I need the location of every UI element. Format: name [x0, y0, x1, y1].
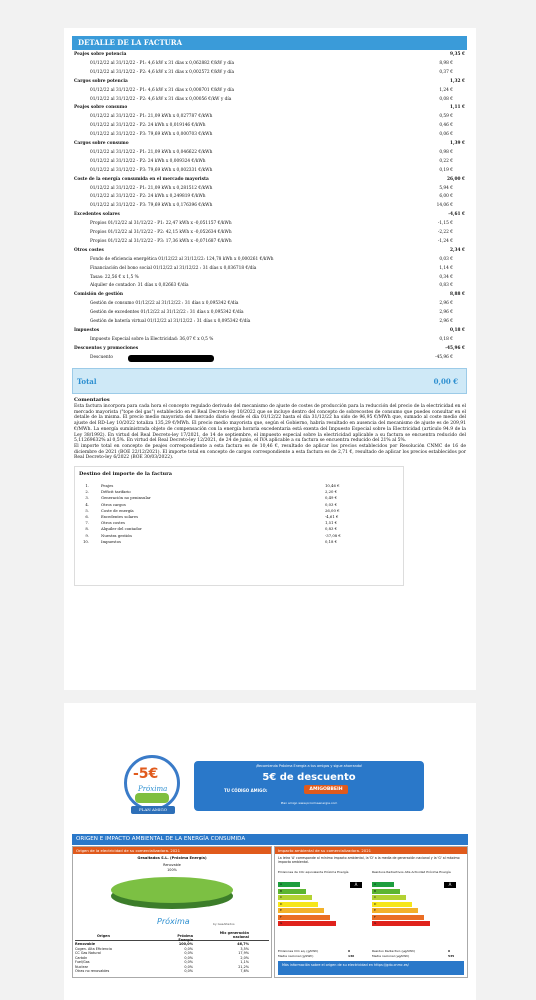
- destino-row: [81, 502, 351, 508]
- destino-value: 2,20 €: [325, 489, 338, 495]
- impact-title: Impacto ambiental de su comercializadora. 2021: [275, 847, 467, 854]
- row-label: Gestión de consumo 01/12/22 al 31/12/22 : 31 días x 0,095342 €/día: [90, 301, 239, 307]
- row-value: 2,34 €: [450, 247, 465, 253]
- invoice-total-row: [72, 368, 467, 394]
- row-label: 01/12/22 al 31/12/22 - P1: 4,6 kW x 31 días x 0,062882 €/kW y día: [90, 60, 235, 66]
- row-value: -45,96 €: [435, 354, 453, 360]
- code-label: TU CÓDIGO AMIGO:: [224, 788, 268, 793]
- rad-line1: Residuo Radiactivo (µg/kWh): [372, 949, 416, 953]
- destino-row: [81, 495, 351, 501]
- destino-number: 10.: [82, 538, 89, 544]
- destino-row: [81, 539, 351, 545]
- grade-marker: A: [444, 882, 456, 888]
- invoice-detail-table: [72, 50, 467, 368]
- origin-cell: Nuclear: [75, 964, 89, 969]
- co2-line2: Media nacional (g/kWh): [278, 954, 314, 958]
- destino-number: 3.: [85, 495, 89, 501]
- row-label: Comisión de gestión: [74, 292, 124, 298]
- destino-value: 10,46 €: [325, 483, 340, 488]
- proxima-cell: 0,0%: [184, 946, 193, 951]
- invoice-line-row: [74, 61, 465, 67]
- origin-table-header: [75, 931, 269, 941]
- destino-label: Excedentes solares: [101, 514, 139, 519]
- destino-number: 2.: [85, 489, 89, 495]
- origin-cell: CC Gas Natural: [75, 951, 101, 955]
- destino-label: Nuestra gestión: [101, 532, 132, 538]
- destino-value: 0,03 €: [325, 501, 338, 507]
- destino-row: [81, 508, 351, 514]
- invoice-line-row: [74, 88, 465, 94]
- row-label: 01/12/22 al 31/12/22 - P1: 4,6 kW x 31 días x 0,008701 €/kW y día: [90, 87, 235, 93]
- scale-bar-b: B: [372, 889, 400, 894]
- banner-url: Plan amigo www.proximaenergia.com: [280, 801, 338, 805]
- invoice-line-row: [74, 275, 465, 281]
- row-value: 1,32 €: [450, 78, 465, 84]
- destino-number: 8.: [85, 526, 89, 532]
- invoice-section-row: [74, 177, 465, 183]
- mix-cell: 3,5%: [240, 946, 249, 951]
- row-value: 0,34 €: [439, 274, 453, 280]
- row-value: 8,88 €: [450, 292, 465, 298]
- row-value: 0,18 €: [450, 327, 465, 333]
- mix-cell: 21,2%: [238, 964, 249, 969]
- row-label: Alquiler de contador: 31 días x 0,02663 €/día: [90, 283, 189, 289]
- destino-label: Otros cargos: [101, 501, 126, 507]
- row-label: Fondo de eficiencia energética 01/12/22 al 31/12/22: 124,78 kWh x 0,000261 €/kWh: [90, 256, 274, 262]
- invoice-line-row: [74, 194, 465, 200]
- origin-cell: Otras no renovables: [75, 969, 110, 973]
- impact-text: La letra 'A' corresponde al mínimo impacto ambiental, la 'D' a la media de generación nacional y la 'G' al máximo impacto ambiental.: [278, 856, 460, 864]
- invoice-line-row: [74, 97, 465, 103]
- invoice-page: [64, 28, 476, 690]
- row-value: 2,96 €: [439, 301, 453, 307]
- scale-bar-c: C: [372, 895, 406, 900]
- destino-number: 4.: [85, 501, 89, 507]
- invoice-section-row: [74, 328, 465, 334]
- scale-bar-c: C: [278, 895, 312, 900]
- rad-line2: Media nacional (µg/kWh): [372, 954, 410, 958]
- referral-banner: [194, 761, 424, 811]
- mix-cell: 46,7%: [237, 942, 249, 946]
- row-value: 1,24 €: [439, 87, 453, 93]
- banner-line1: ¡Recomienda Próxima Energía a tus amigos y sigue ahorrando!: [255, 764, 363, 768]
- destino-label: Impuestos: [101, 538, 121, 544]
- scale-bar-g: G: [278, 921, 336, 926]
- radioactive-heading: Residuos Radiactivos Alta Actividad Próxima Energía: [372, 870, 451, 874]
- destino-value: 26,00 €: [325, 507, 340, 513]
- origin-box: [72, 846, 272, 978]
- row-label: 01/12/22 al 31/12/22 - P2: 4,6 kW x 31 días x 0,002572 €/kW y día: [90, 69, 235, 75]
- row-label: Financiación del bono social 01/12/22 al 31/12/22 : 31 días x 0,036718 €/día: [90, 265, 257, 271]
- scale-bar-d: D: [372, 902, 412, 907]
- scale-bar-f: F: [372, 915, 424, 920]
- banner-headline: 5€ de descuento: [262, 772, 356, 783]
- invoice-line-row: [74, 337, 465, 343]
- row-value: 0,98 €: [439, 149, 453, 155]
- row-value: 1,14 €: [439, 265, 453, 271]
- scale-bar-d: D: [278, 902, 318, 907]
- row-label: Gestión de batería virtual 01/12/22 al 31/12/22 : 31 días x 0,095342 €/día: [90, 319, 251, 324]
- destino-value: -37,08 €: [325, 532, 341, 538]
- invoice-line-row: [74, 310, 465, 316]
- destino-value: 0,18 €: [325, 538, 338, 544]
- invoice-line-row: [74, 203, 465, 209]
- co2-val1: 0: [348, 949, 351, 953]
- row-label: Otros costes: [74, 247, 104, 253]
- total-value: 0,00 €: [433, 377, 458, 386]
- destino-label: Alquiler del contador: [101, 526, 142, 532]
- scale-bar-e: E: [372, 908, 418, 913]
- destino-number: 6.: [85, 514, 89, 519]
- logo-ribbon: PLAN AMIGO: [131, 806, 175, 814]
- proxima-cell: 0,0%: [184, 960, 193, 964]
- invoice-section-row: [74, 79, 465, 85]
- impact-box: [274, 846, 468, 978]
- co2-heading: Emisiones de CO₂ equivalente Próxima Energía: [278, 870, 349, 874]
- destino-value: 0,49 €: [325, 495, 338, 501]
- destino-number: 1.: [85, 483, 89, 488]
- destino-value: 0,83 €: [325, 526, 338, 532]
- proxima-cell: 0,0%: [184, 969, 193, 973]
- invoice-section-row: [74, 292, 465, 298]
- row-value: 14,06 €: [436, 203, 453, 209]
- destino-label: Peajes: [101, 483, 114, 488]
- invoice-line-row: [74, 283, 465, 289]
- row-label: Cargos sobre consumo: [74, 141, 129, 146]
- comments-paragraph-1: Esta factura incorpora para cada hora el concepto regulado derivado del mecanismo de ajuste de costes de producción para la reducción del precio de la electricidad en el mercado mayorista ("tope del gas") establecido en el Real Decreto-ley 10/2022 que se incluye dentro del concepto de sobrecostes de consumo que puedes consultar en el detalle de la misma. El precio medio mayorista del mercado diario desde el día 01/12/22 hasta el día 31/12/22 ha sido de 96,95 €/MWh que, sumado al coste medio del ajuste del RD-Ley 10/2022 totaliza 135,29 €/MWh. El precio medio mayorista que, según el Gobierno, habría resultado en ausencia del mecanismo de ajuste es de 209,91 €/MWh. La energía suministrada objeto de compensación con la energía horaria excedentaria está exenta del Impuesto Especial sobre la Electricidad (artículo 94.9 de la Ley 38/1992). En virtud del Real Decreto-ley 17/2021, de 14 de septiembre, el impuesto especial sobre la electricidad aplicable a su factura se encuentra reducido del 5,11269632% al 0,5%. En virtud del Real Decreto-ley 12/2021, de 24 de junio, el IVA aplicable a su factura se encuentra reducido del 21% al 5%.: [74, 404, 466, 444]
- destino-importe-box: [74, 466, 404, 586]
- row-label: Excedentes solares: [74, 212, 120, 218]
- row-value: -1,24 €: [437, 238, 453, 244]
- scale-bar-b: B: [278, 889, 306, 894]
- row-value: 2,96 €: [439, 310, 453, 316]
- invoice-line-row: [74, 186, 465, 192]
- row-value: 0,06 €: [439, 132, 453, 138]
- invoice-line-row: [74, 301, 465, 307]
- row-value: 0,18 €: [439, 336, 453, 342]
- row-value: 1,11 €: [450, 105, 465, 111]
- renewable-pct: 100%: [167, 868, 177, 872]
- invoice-line-row: [74, 319, 465, 325]
- row-value: -2,22 €: [437, 230, 453, 235]
- invoice-line-row: [74, 132, 465, 138]
- row-label: Impuesto Especial sobre la Electricidad: 36,07 € x 0,5 %: [90, 336, 214, 342]
- mix-cell: 1,1%: [240, 960, 249, 964]
- row-label: Impuestos: [74, 327, 100, 333]
- radioactive-scale: [372, 870, 460, 940]
- row-value: 1,39 €: [450, 141, 465, 146]
- row-label: Propios 01/12/22 al 31/12/22 - P1: 22,47 kWh x -0,051157 €/kWh: [90, 221, 232, 227]
- co2-line1: Emisiones CO₂ eq. (g/kWh): [278, 949, 319, 953]
- destino-number: 9.: [85, 532, 89, 538]
- renewable-pie: [111, 877, 233, 903]
- logo-discount: -5€: [133, 766, 159, 782]
- referral-code: AMIGOBBEIH: [304, 785, 348, 794]
- row-label: Tasas: 22,56 € x 1,5 %: [90, 274, 139, 280]
- row-value: 0,59 €: [439, 114, 453, 120]
- plan-amigo-logo: [124, 755, 180, 811]
- environment-header: ORIGEN E IMPACTO AMBIENTAL DE LA ENERGÍA CONSUMIDA: [72, 834, 468, 845]
- invoice-section-row: [74, 248, 465, 254]
- row-label: 01/12/22 al 31/12/22 - P1: 21,09 kWh x 0,046622 €/kWh: [90, 149, 213, 155]
- row-label: Propios 01/12/22 al 31/12/22 - P3: 17,36 kWh x -0,071687 €/kWh: [90, 238, 232, 244]
- invoice-section-row: [74, 141, 465, 147]
- invoice-header: DETALLE DE LA FACTURA: [72, 36, 467, 50]
- row-value: -4,61 €: [448, 212, 465, 218]
- renewable-label: Renovable: [163, 863, 181, 867]
- row-label: 01/12/22 al 31/12/22 - P2: 4,6 kW x 31 días x 0,00056 €/kW y día: [90, 96, 232, 102]
- comments-text: [74, 404, 466, 461]
- family-icon: [135, 793, 169, 803]
- row-value: 5,94 €: [439, 185, 453, 191]
- row-label: 01/12/22 al 31/12/22 - P2: 24 kWh x 0,009324 €/kWh: [90, 158, 206, 164]
- destino-row: [81, 489, 351, 495]
- brand-logo: Próxima: [157, 917, 190, 926]
- destino-value: 1,51 €: [325, 520, 338, 526]
- mix-cell: 7,6%: [240, 969, 249, 973]
- scale-bar-g: G: [372, 921, 430, 926]
- destino-label: Generación no peninsular: [101, 495, 151, 501]
- co2-scale: [278, 870, 366, 940]
- row-value: 9,35 €: [450, 52, 465, 57]
- row-label: 01/12/22 al 31/12/22 - P2: 24 kWh x 0,249819 €/kWh: [90, 194, 206, 200]
- destino-label: Otros costes: [101, 520, 125, 526]
- rad-val1: 0: [448, 949, 451, 953]
- row-value: 0,08 €: [439, 96, 453, 102]
- brand-tag: by GesAltados: [213, 922, 235, 926]
- row-value: 0,46 €: [439, 123, 453, 129]
- origin-cell: Renovable: [75, 942, 96, 946]
- redaction-bar: [128, 355, 214, 362]
- scale-bar-a: A: [372, 882, 394, 887]
- scale-bar-a: A: [278, 882, 300, 887]
- col-proxima: Próxima Energía: [177, 934, 193, 942]
- scale-bar-e: E: [278, 908, 324, 913]
- row-label: Coste de la energía consumida en el mercado mayorista: [74, 176, 209, 182]
- row-label: Gestión de excedentes 01/12/22 al 31/12/22 : 31 días x 0,095342 €/día: [90, 310, 244, 316]
- grade-marker: A: [350, 882, 362, 888]
- invoice-section-row: [74, 346, 465, 352]
- scale-bar-f: F: [278, 915, 330, 920]
- row-label: Descuentos y promociones: [74, 345, 139, 351]
- row-label: 01/12/22 al 31/12/22 - P2: 24 kWh x 0,019146 €/kWh: [90, 123, 206, 129]
- row-label: 01/12/22 al 31/12/22 - P1: 21,09 kWh x 0,027787 €/kWh: [90, 114, 213, 120]
- invoice-line-row: [74, 70, 465, 76]
- row-value: 6,00 €: [439, 194, 453, 200]
- col-origin: Origen: [97, 934, 110, 938]
- proxima-cell: 0,0%: [184, 955, 193, 960]
- origin-company: Gesaltados S.L. (Próxima Energía): [137, 856, 207, 860]
- origin-cell: Fuel/Gas: [75, 960, 90, 964]
- invoice-line-row: [74, 257, 465, 263]
- environment-page: [64, 703, 476, 1000]
- invoice-line-row: [74, 239, 465, 245]
- invoice-line-row: [74, 355, 465, 361]
- origin-table-row: [75, 969, 269, 973]
- row-value: 8,98 €: [439, 60, 453, 66]
- row-value: -1,15 €: [437, 221, 453, 227]
- row-label: 01/12/22 al 31/12/22 - P3: 79,69 kWh x 0,000703 €/kWh: [90, 132, 213, 138]
- comments-paragraph-2: El importe total en concepto de peajes correspondiente a esta factura es de 10,46 €, resultado de aplicar los precios establecidos por Resolución CNMC de 16 de diciembre de 2021 (BOE 22/12/2021). El importe total en concepto de cargos correspondiente a esta factura es de 2,71 €, resultado de aplicar los precios establecidos por Real Decreto-ley 6/2022 (BOE 30/03/2022).: [74, 443, 466, 461]
- total-label: Total: [77, 377, 97, 386]
- origin-cell: Cogen. Alta Eficiencia: [75, 946, 112, 951]
- comments-title: Comentarios: [74, 397, 110, 403]
- invoice-section-row: [74, 105, 465, 111]
- row-value: 0,83 €: [439, 283, 453, 289]
- destino-row: [81, 483, 351, 489]
- proxima-cell: 0,0%: [184, 951, 193, 955]
- invoice-line-row: [74, 230, 465, 236]
- destino-value: -4,61 €: [325, 514, 339, 519]
- row-value: 0,37 €: [439, 69, 453, 75]
- invoice-section-row: [74, 52, 465, 58]
- invoice-line-row: [74, 123, 465, 129]
- destino-row: [81, 520, 351, 526]
- origin-title: Origen de la electricidad de su comercializadora. 2021: [73, 847, 271, 854]
- row-value: 0,22 €: [439, 158, 453, 164]
- rad-val2: 535: [448, 954, 455, 958]
- mix-cell: 2,0%: [240, 955, 249, 960]
- proxima-cell: 0,0%: [184, 964, 193, 969]
- destino-number: 7.: [85, 520, 89, 526]
- row-value: 2,96 €: [439, 319, 453, 324]
- destino-label: Déficit tarifario: [101, 489, 131, 495]
- invoice-line-row: [74, 114, 465, 120]
- row-label: Propios 01/12/22 al 31/12/22 - P2: 42,15 kWh x -0,052634 €/kWh: [90, 230, 232, 235]
- logo-brand: Próxima: [138, 785, 168, 793]
- row-label: 01/12/22 al 31/12/22 - P1: 21,09 kWh x 0,281512 €/kWh: [90, 185, 213, 191]
- proxima-cell: 100,0%: [178, 942, 193, 946]
- row-label: 01/12/22 al 31/12/22 - P3: 79,69 kWh x 0,002331 €/kWh: [90, 167, 213, 173]
- row-label: Peajes sobre consumo: [74, 105, 128, 111]
- destino-row: [81, 533, 351, 539]
- mix-cell: 17,9%: [238, 951, 249, 955]
- cnmc-info: Más información sobre el origen de su electricidad en https://gdo.cnmc.es/: [278, 961, 464, 975]
- row-value: 0,19 €: [439, 167, 453, 173]
- invoice-line-row: [74, 266, 465, 272]
- row-label: Peajes sobre potencia: [74, 52, 127, 57]
- destino-row: [81, 526, 351, 532]
- origin-cell: Carbón: [75, 955, 88, 960]
- row-value: 26,00 €: [447, 176, 465, 182]
- destino-label: Coste de energía: [101, 507, 134, 513]
- invoice-line-row: [74, 221, 465, 227]
- destino-row: [81, 514, 351, 520]
- row-value: 0,03 €: [439, 256, 453, 262]
- row-label: 01/12/22 al 31/12/22 - P3: 79,69 kWh x 0,176396 €/kWh: [90, 203, 213, 209]
- row-value: -45,96 €: [445, 345, 465, 351]
- invoice-line-row: [74, 150, 465, 156]
- row-label: Descuento: [90, 354, 113, 360]
- row-label: Cargos sobre potencia: [74, 78, 128, 84]
- col-mix: Mix generación nacional: [219, 931, 249, 939]
- co2-val2: 136: [348, 954, 355, 958]
- invoice-section-row: [74, 212, 465, 218]
- destino-number: 5.: [85, 507, 89, 513]
- destino-title: Destino del importe de la factura: [79, 471, 173, 477]
- invoice-line-row: [74, 159, 465, 165]
- invoice-line-row: [74, 168, 465, 174]
